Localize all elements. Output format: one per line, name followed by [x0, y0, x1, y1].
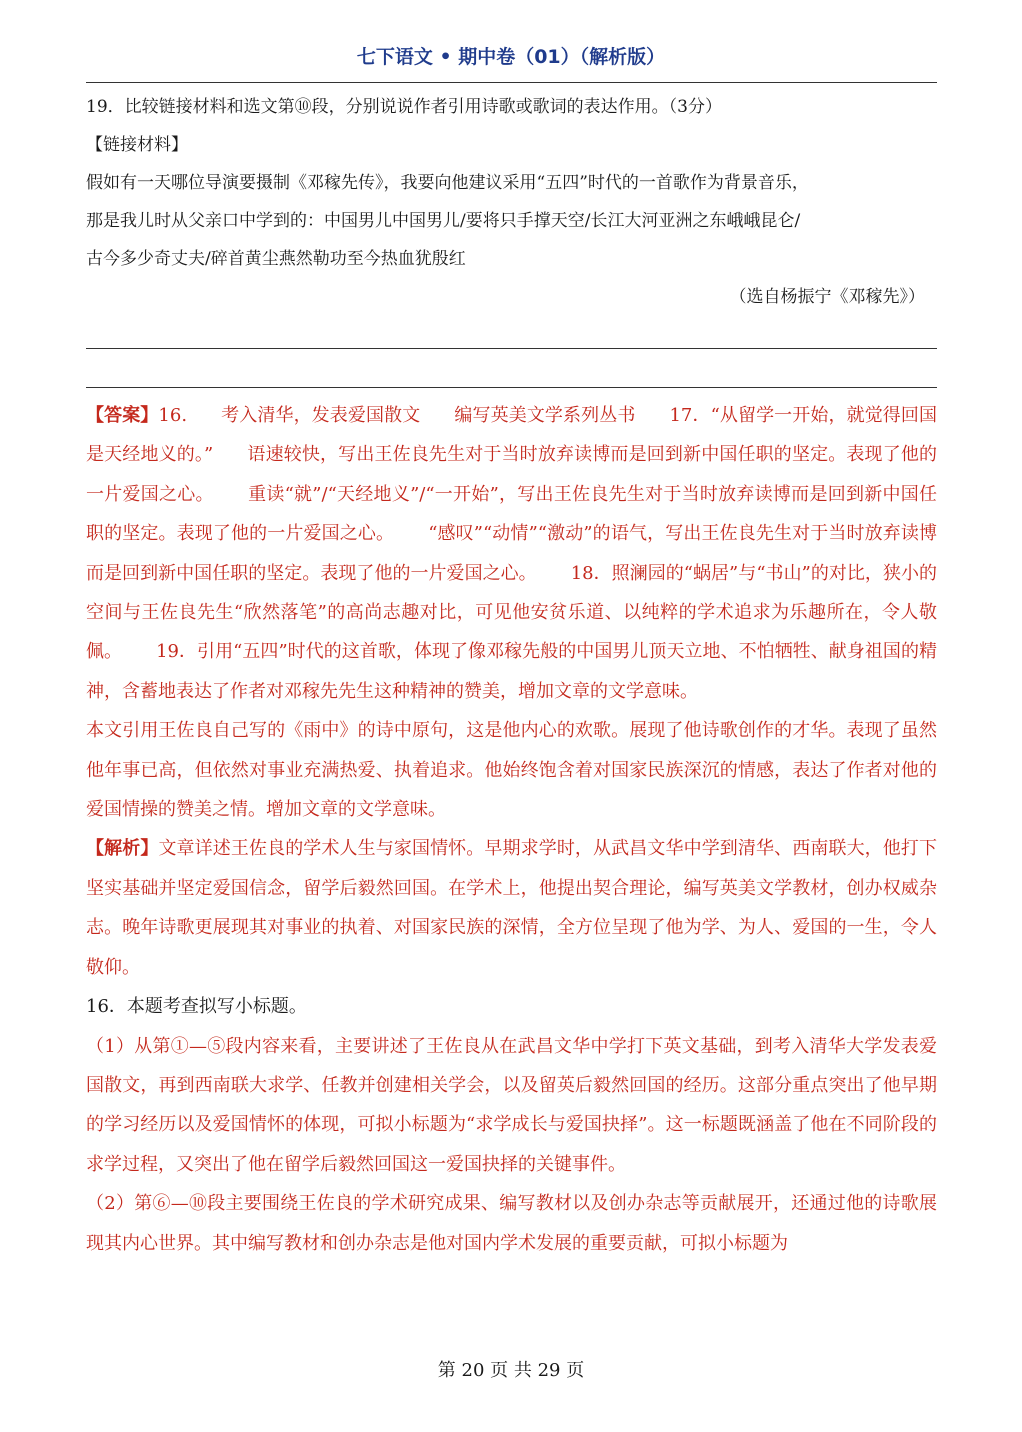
link-material-line: 古今多少奇丈夫/碎首黄尘燕然勒功至今热血犹殷红 [86, 249, 466, 269]
answer-17-c: “感叹”“动情”“激动”的语气，写出王佐良先生对于当时放弃读博而是回到新中国任职的坚定。表现了他的一片爱国之心。 [86, 523, 937, 584]
answer-17-b: 重读“就”/“天经地义”/“一开始”，写出王佐良先生对于当时放弃读博而是回到新中国任职的坚定。表现了他的一片爱国之心。 [86, 483, 937, 545]
link-material-line: 假如有一天哪位导演要摄制《邓稼先传》，我要向他建议采用“五四”时代的一首歌作为背景音乐， [86, 173, 809, 193]
answer-17-quote: 17．“从留学一开始，就觉得回国是天经地义的。” [86, 405, 938, 466]
page-header-title: 七下语文 • 期中卷（01）（解析版） [356, 46, 666, 68]
analysis-q16-heading: 16．本题考查拟写小标题。 [86, 996, 307, 1018]
answer-paragraph-2: 本文引用王佐良自己写的《雨中》的诗中原句，这是他内心的欢歌。展现了他诗歌创作的才华。表现了虽然他年事已高，但依然对事业充满热爱、执着追求。他始终饱含着对国家民族深沉的情感，表达了作者对他的爱国情操的赞美之情。增加文章的文学意味。 [86, 720, 937, 821]
header-divider [86, 82, 937, 83]
link-material-source: （选自杨振宁《邓稼先》） [729, 287, 925, 307]
question-title: 19．比较链接材料和选文第⑩段，分别说说作者引用诗歌或歌词的表达作用。（3分） [86, 97, 722, 117]
analysis-item-1: （1）从第①—⑤段内容来看，主要讲述了王佐良从在武昌文华中学打下英文基础，到考入清华大学发表爱国散文，再到西南联大求学、任教并创建相关学会，以及留英后毅然回国的经历。这部分重点突出了他早期的学习经历以及爱国情怀的体现，可拟小标题为“求学成长与爱国抉择”。这一标题既涵盖了他在不同阶段的求学过程，又突出了他在留学后毅然回国这一爱国抉择的关键事件。 [86, 1035, 937, 1175]
answer-18: 18．照澜园的“蜗居”与“书山”的对比，狭小的空间与王佐良先生“欣然落笔”的高尚志趣对比，可见他安贫乐道、以纯粹的学术追求为乐趣所在，令人敬佩。 [86, 562, 937, 663]
answer-tag: 【答案】 [86, 405, 159, 426]
link-material-heading: 【链接材料】 [86, 135, 188, 155]
answer-section [86, 396, 937, 1263]
analysis-item-2: （2）第⑥—⑩段主要围绕王佐良的学术研究成果、编写教材以及创办杂志等贡献展开，还通过他的诗歌展现其内心世界。其中编写教材和创办杂志是他对国内学术发展的重要贡献，可拟小标题为 [86, 1193, 937, 1254]
answer-16-b: 编写英美文学系列丛书 [454, 405, 636, 426]
analysis-text: 文章详述王佐良的学术人生与家国情怀。早期求学时，从武昌文华中学到清华、西南联大，他打下坚实基础并坚定爱国信念，留学后毅然回国。在学术上，他提出契合理论，编写英美文学教材，创办权威杂志。晚年诗歌更展现其对事业的执着、对国家民族的深情，全方位呈现了他为学、为人、爱国的一生，令人敬仰。 [86, 838, 937, 978]
answer-paragraph [86, 396, 937, 711]
answer-line-2 [86, 387, 937, 388]
answer-16-label: 16. [158, 405, 188, 426]
answer-17-a: 语速较快，写出王佐良先生对于当时放弃读博而是回到新中国任职的坚定。表现了他的一片爱国之心。 [86, 444, 938, 505]
answer-line-1 [86, 348, 937, 349]
answer-19: 19．引用“五四”时代的这首歌，体现了像邓稼先般的中国男儿顶天立地、不怕牺牲、献身祖国的精神，含蓄地表达了作者对邓稼先先生这种精神的赞美，增加文章的文学意味。 [86, 641, 937, 702]
answer-16-a: 考入清华，发表爱国散文 [221, 405, 421, 426]
analysis-paragraph [86, 829, 937, 987]
page-number: 第 20 页 共 29 页 [437, 1360, 585, 1381]
question-19 [86, 88, 937, 316]
link-material-line: 那是我儿时从父亲口中学到的：中国男儿中国男儿/要将只手撑天空/长江大河亚洲之东峨峨昆仑/ [86, 211, 801, 231]
analysis-tag: 【解析】 [86, 838, 159, 860]
